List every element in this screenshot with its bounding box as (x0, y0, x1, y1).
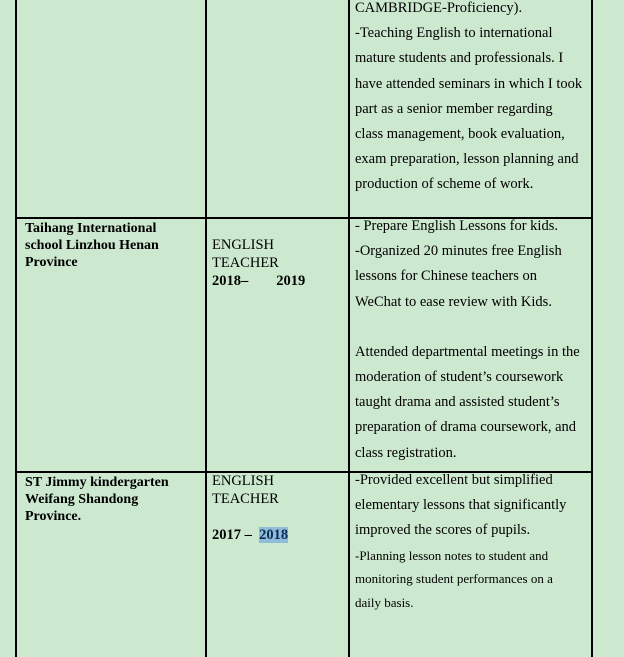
org-line: Province. (25, 509, 82, 524)
table-row-3-organization[interactable] (25, 474, 169, 525)
role-line: TEACHER (212, 491, 279, 507)
role-line: TEACHER (212, 255, 279, 271)
blank-line (355, 315, 580, 340)
desc-line: Attended departmental meetings in the (355, 343, 580, 360)
selected-text-highlight[interactable]: 2018 (259, 527, 289, 543)
org-line: Weifang Shandong (25, 492, 139, 507)
desc-line: moderation of student’s coursework (355, 369, 564, 386)
role-line: ENGLISH (212, 473, 275, 489)
desc-line: -Teaching English to international (355, 25, 553, 42)
desc-line: -Organized 20 minutes free English (355, 243, 562, 260)
desc-line: improved the scores of pupils. (355, 522, 531, 539)
desc-line: exam preparation, lesson planning and (355, 151, 579, 168)
desc-line: taught drama and assisted student’s (355, 394, 560, 411)
table-row-1-description[interactable] (355, 0, 582, 198)
desc-line: CAMBRIDGE-Proficiency). (355, 0, 523, 16)
table-border-left (15, 0, 17, 657)
table-border-right (591, 0, 593, 657)
years (212, 526, 288, 544)
org-line: ST Jimmy kindergarten (25, 475, 169, 490)
column-divider-2 (348, 0, 350, 657)
org-line: Province (25, 255, 78, 270)
column-divider-1 (205, 0, 207, 657)
table-row-2-role[interactable] (212, 236, 305, 290)
years-end: 2019 (276, 273, 306, 289)
table-row-3-role[interactable] (212, 472, 288, 544)
years (212, 272, 305, 290)
years-start: 2018– (212, 273, 249, 289)
desc-line: elementary lessons that significantly (355, 497, 567, 514)
desc-line: - Prepare English Lessons for kids. (355, 218, 558, 234)
org-line: school Linzhou Henan (25, 238, 159, 253)
table-row-2-organization[interactable] (25, 220, 159, 271)
years-start: 2017 – (212, 527, 252, 543)
desc-line: daily basis. (355, 594, 414, 610)
desc-line: part as a senior member regarding (355, 100, 553, 117)
desc-line: mature students and professionals. I (355, 50, 564, 67)
desc-line: class management, book evaluation, (355, 126, 565, 143)
desc-line: production of scheme of work. (355, 176, 534, 193)
desc-line: class registration. (355, 444, 457, 461)
table-row-3-description[interactable] (355, 468, 566, 614)
role-line: ENGLISH (212, 237, 275, 253)
desc-line: monitoring student performances on a (355, 571, 553, 587)
desc-line: -Provided excellent but simplified (355, 472, 553, 488)
desc-line: have attended seminars in which I took (355, 75, 583, 92)
table-row-2-description[interactable] (355, 214, 580, 466)
desc-line: preparation of drama coursework, and (355, 419, 577, 436)
desc-line: lessons for Chinese teachers on (355, 268, 538, 285)
desc-line: WeChat to ease review with Kids. (355, 293, 552, 310)
org-line: Taihang International (25, 221, 157, 236)
desc-line: -Planning lesson notes to student and (355, 547, 549, 563)
